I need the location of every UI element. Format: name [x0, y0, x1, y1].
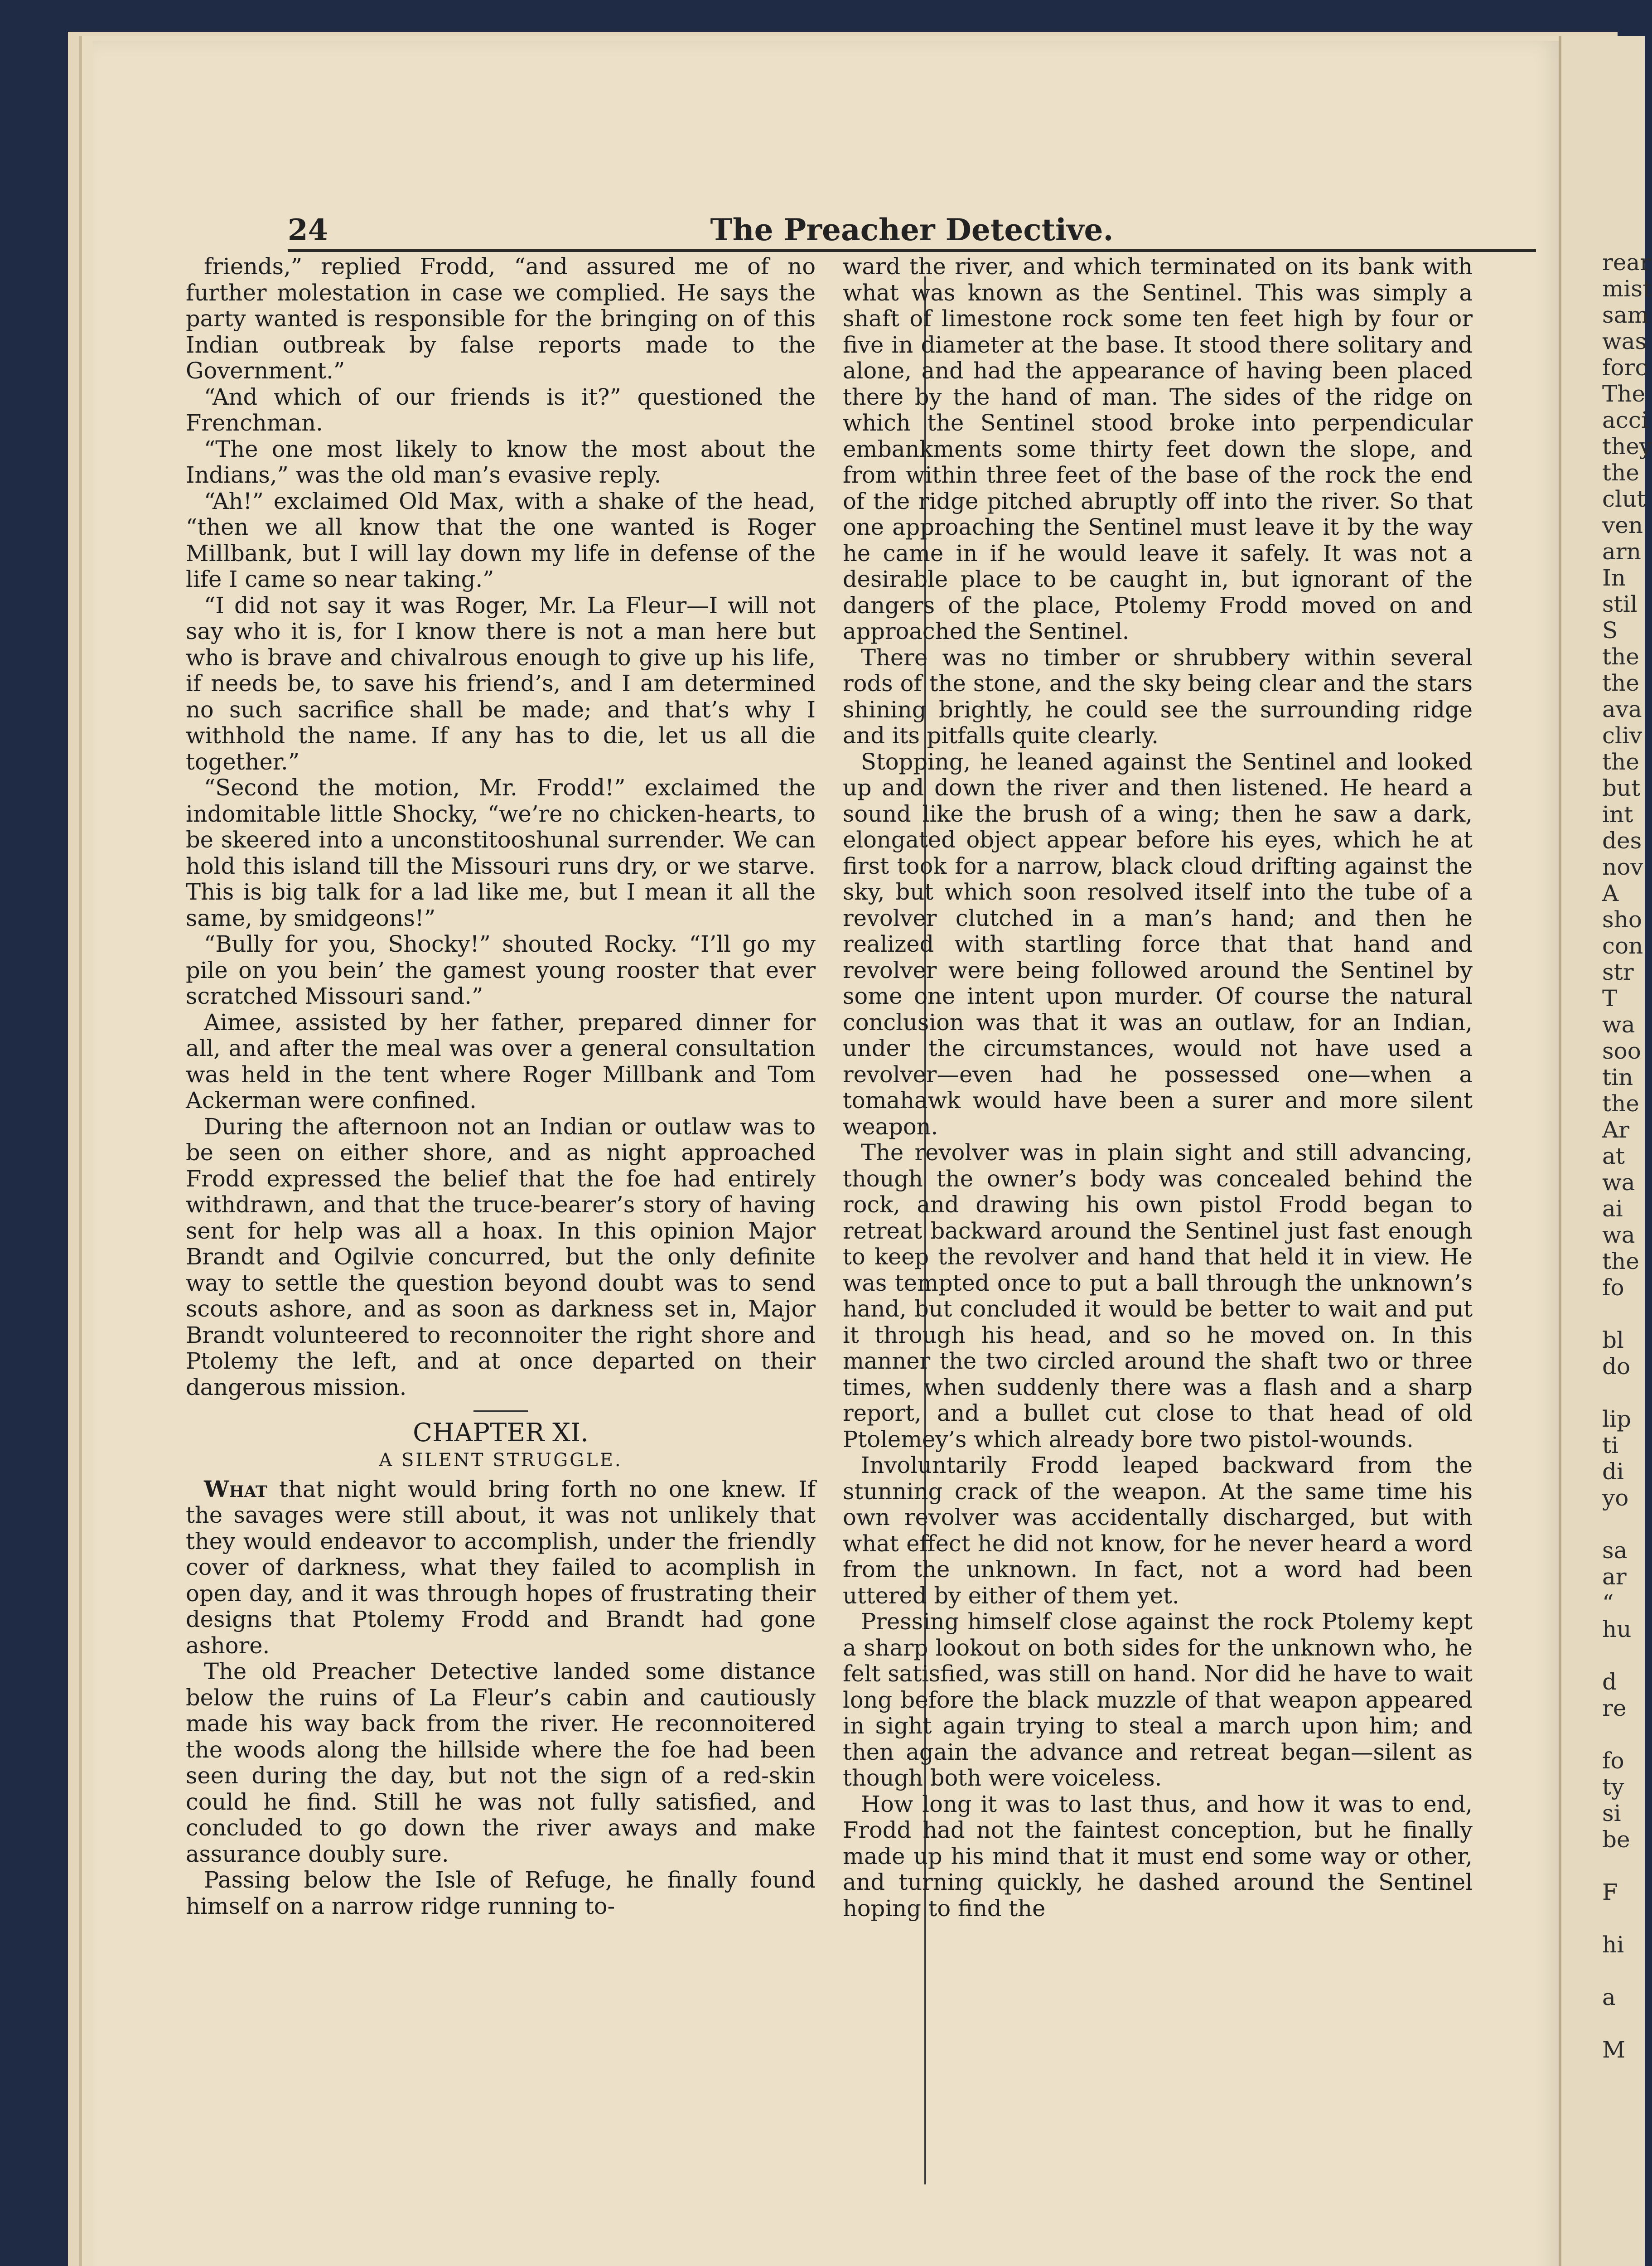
paragraph: The revolver was in plain sight and still advancing, though the owner’s body was concealed behind the rock, and drawing his own pistol Frodd began to retreat backward around the Sentinel just fast enough to keep the revolver and hand that held it in view. He was tempted once to put a ball through the unknown’s hand, but concluded it would be better to wait and put it through his head, and so he moved on. In this manner the two circled around the shaft two or three times, when suddenly there was a flash and a sharp report, and a bullet cut close to that head of old Ptolemey’s which already bore two pistol-wounds.: [843, 1139, 1473, 1453]
paragraph-text: that night would bring forth no one knew. If the savages were still about, it was not unlikely that they would endeavor to accomplish, under the friendly cover of darkness, what they failed to acomplish in open day, and it was through hopes of frustrating their designs that Ptolemy Frodd and Brandt had gone ashore.: [186, 1476, 816, 1659]
chapter-heading: CHAPTER XI.: [413, 1418, 589, 1448]
paragraph: Stopping, he leaned against the Sentinel and looked up and down the river and then listened. He heard a sound like the brush of a wing; then he saw a dark, elongated object appear before his eyes, which he at first took for a narrow, black cloud drifting against the sky, but which soon resolved itself into the tube of a revolver clutched in a man’s hand; and then he realized with startling force that that hand and revolver were being followed around the Sentinel by some one intent upon murder. Of course the natural conclusion was that it was an outlaw, for an Indian, under the circumstances, would not have used a revolver—even had he possessed one—when a tomahawk would have been a surer and more silent weapon.: [843, 748, 1473, 1140]
chapter-first-paragraph: [186, 1477, 816, 1659]
running-title: The Preacher Detective.: [710, 212, 1114, 247]
paragraph: During the afternoon not an Indian or outlaw was to be seen on either shore, and as night approached Frodd expressed the belief that the foe had entirely withdrawn, and that the truce-bearer’s story of having sent for help was all a hoax. In this opinion Major Brandt and Ogilvie concurred, but the only definite way to settle the question beyond doubt was to send scouts ashore, and as soon as darkness set in, Major Brandt volunteered to reconnoiter the right shore and Ptolemy the left, and at once departed on their dangerous mission.: [186, 1113, 816, 1400]
drop-word: What: [204, 1476, 267, 1502]
chapter-subtitle: A SILENT STRUGGLE.: [379, 1450, 623, 1471]
paragraph: ward the river, and which terminated on its bank with what was known as the Sentinel. This was simply a shaft of limestone rock some ten feet high by four or five in diameter at the base. It stood there solitary and alone, and had the appearance of having been placed there by the hand of man. The sides of the ridge on which the Sentinel stood broke into perpendicular embankments some thirty feet down the slope, and from within three feet of the base of the rock the end of the ridge pitched abruptly off into the river. So that one approaching the Sentinel must leave it by the way he came in if he would leave it safely. It was not a desirable place to be caught in, but ignorant of the dangers of the place, Ptolemy Frodd moved on and approached the Sentinel.: [843, 253, 1473, 644]
chapter-rule: [473, 1410, 528, 1412]
paragraph: Pressing himself close against the rock Ptolemy kept a sharp lookout on both sides for the unknown who, he felt satisfied, was still on hand. Nor did he have to wait long before the black muzzle of that weapon appeared in sight again trying to steal a march upon him; and then again the advance and retreat began—silent as though both were voiceless.: [843, 1608, 1473, 1791]
paragraph: “Bully for you, Shocky!” shouted Rocky. “I’ll go my pile on you bein’ the gamest young rooster that ever scratched Missouri sand.”: [186, 931, 816, 1009]
adjacent-page-text: rear mist sam was forc The acci they the clut ven arn In stil S the the ava cliv the but int des nov A sho con str T wa soo tin the Ar at wa ai wa the fo bl do lip ti di yo sa ar “ hu d re fo ty si be F hi a M: [1602, 249, 1652, 2063]
paragraph: “Second the motion, Mr. Frodd!” exclaimed the indomitable little Shocky, “we’re no chicken-hearts, to be skeered into a unconstitooshunal surrender. We can hold this island till the Missouri runs dry, or we starve. This is big talk for a lad like me, but I mean it all the same, by smidgeons!”: [186, 775, 816, 931]
paragraph: Aimee, assisted by her father, prepared dinner for all, and after the meal was over a general consultation was held in the tent where Roger Millbank and Tom Ackerman were confined.: [186, 1009, 816, 1114]
paragraph: Passing below the Isle of Refuge, he finally found himself on a narrow ridge running to-: [186, 1867, 816, 1919]
paragraph: “I did not say it was Roger, Mr. La Fleur—I will not say who it is, for I know there is not a man here but who is brave and chivalrous enough to give up his life, if needs be, to save his friend’s, and I am determined no such sacrifice shall be made; and that’s why I withhold the name. If any has to die, let us all die together.”: [186, 592, 816, 775]
page-header: [288, 190, 1536, 252]
paragraph: How long it was to last thus, and how it was to end, Frodd had not the faintest conception, but he finally made up his mind that it must end some way or other, and turning quickly, he dashed around the Sentinel hoping to find the: [843, 1791, 1473, 1922]
right-column: [843, 254, 1473, 2135]
page-number: 24: [288, 213, 328, 247]
paragraph: friends,” replied Frodd, “and assured me of no further molestation in case we complied. He says the party wanted is responsible for the bringing on of this Indian outbreak by false reports made to the Government.”: [186, 253, 816, 384]
paragraph: “Ah!” exclaimed Old Max, with a shake of the head, “then we all know that the one wanted is Roger Millbank, but I will lay down my life in defense of the life I came so near taking.”: [186, 488, 816, 592]
paragraph: “And which of our friends is it?” questioned the Frenchman.: [186, 383, 816, 436]
paragraph: Involuntarily Frodd leaped backward from the stunning crack of the weapon. At the same time his own revolver was accidentally discharged, but with what effect he did not know, for he never heard a word from the unknown. In fact, not a word had been uttered by either of them yet.: [843, 1452, 1473, 1609]
paragraph: “The one most likely to know the most about the Indians,” was the old man’s evasive reply.: [186, 436, 816, 488]
adjacent-page-edge: [1559, 36, 1652, 2266]
left-column: [186, 254, 816, 2135]
paragraph: There was no timber or shrubbery within several rods of the stone, and the sky being clear and the stars shining brightly, he could see the surrounding ridge and its pitfalls quite clearly.: [843, 644, 1473, 749]
paragraph: The old Preacher Detective landed some distance below the ruins of La Fleur’s cabin and cautiously made his way back from the river. He reconnoitered the woods along the hillside where the foe had been seen during the day, but not the sign of a red-skin could he find. Still he was not fully satisfied, and concluded to go down the river aways and make assurance doubly sure.: [186, 1658, 816, 1867]
